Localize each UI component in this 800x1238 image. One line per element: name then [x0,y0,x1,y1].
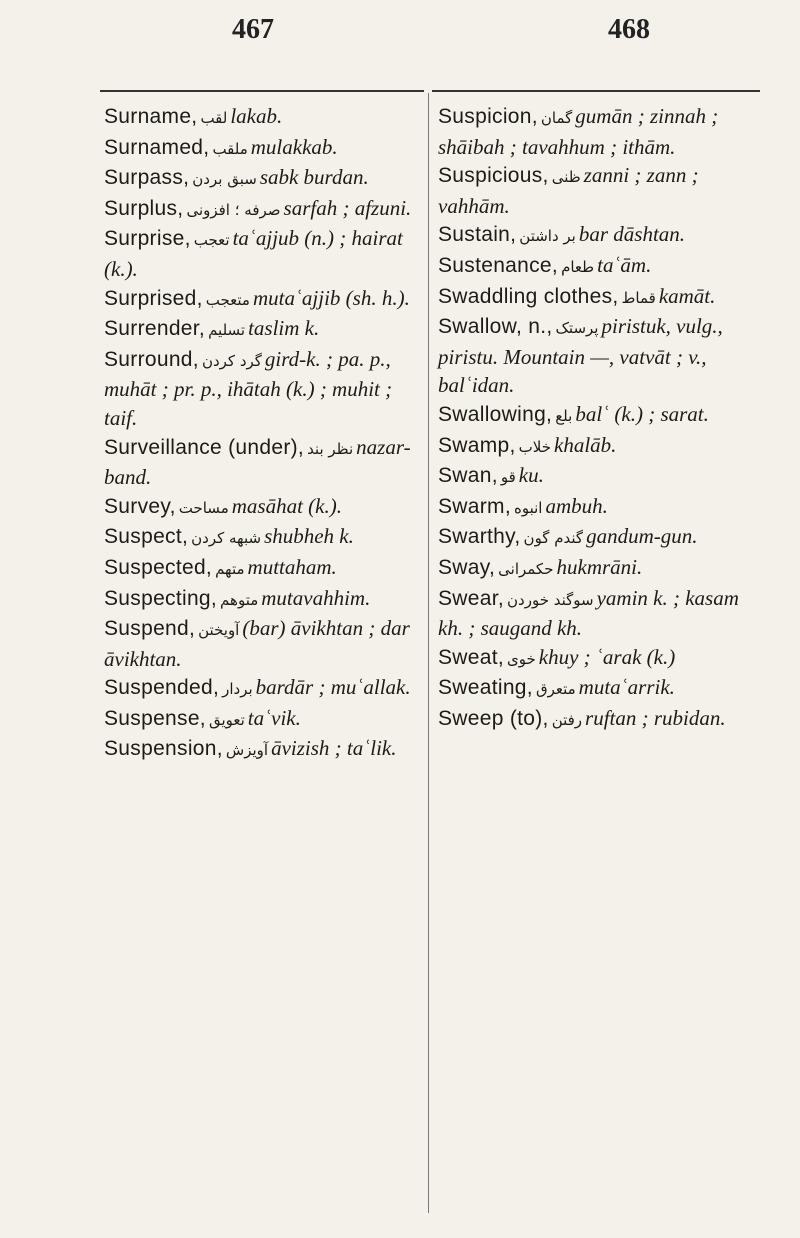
headword: Surpass, [104,166,190,190]
dictionary-entry [104,102,422,133]
transliteration: shubheh k. [264,524,354,549]
arabic-gloss: رفتن [551,710,583,729]
transliteration: taʿām. [597,252,652,277]
arabic-gloss: مساحت [178,498,229,517]
arabic-gloss: شبهه کردن [191,529,262,548]
left-column [104,102,422,765]
headword: Suspended, [104,676,220,700]
dictionary-entry [438,673,758,704]
transliteration: (bar) āvikhtan ; dar āvikhtan. [104,616,410,671]
headword: Suspension, [104,737,223,761]
headword: Swarm, [438,494,511,518]
dictionary-entry [104,522,422,553]
arabic-gloss: تسلیم [208,321,246,340]
transliteration: khalāb. [554,432,617,457]
arabic-gloss: لقب [200,109,228,127]
page-number-left: 467 [232,14,274,45]
dictionary-entry [104,553,422,584]
dictionary-entry [104,734,422,765]
headword: Suspecting, [104,586,218,610]
arabic-gloss: خلاب [518,437,552,456]
headword: Surveillance (under), [104,435,305,459]
headword: Swallowing, [438,402,553,426]
arabic-gloss: تعویق [208,710,245,729]
dictionary-entry [438,643,758,674]
transliteration: mutaʿarrik. [578,675,675,700]
page-number-right: 468 [608,14,650,45]
headword: Swarthy, [438,525,521,549]
transliteration: bar dāshtan. [578,222,686,247]
arabic-gloss: بلع [555,406,573,425]
transliteration: lakab. [230,104,283,128]
dictionary-entry [104,133,422,164]
transliteration: āvizish ; taʿlik. [271,736,397,761]
dictionary-entry [438,251,758,282]
transliteration: taʿajjub (n.) ; hairat (k.). [104,226,403,281]
dictionary-entry [104,673,422,704]
dictionary-entry [104,194,422,225]
dictionary-entry [438,102,758,161]
dictionary-entry [438,461,758,492]
headword: Surprise, [104,227,191,251]
headword: Suspected, [104,555,213,579]
transliteration: taslim k. [248,316,320,341]
dictionary-entry [104,284,422,315]
headword: Swaddling clothes, [438,284,619,308]
headword: Surrender, [104,317,206,341]
headword: Sweat, [438,645,504,669]
transliteration: masāhat (k.). [231,493,342,518]
arabic-gloss: گمان [540,109,573,127]
transliteration: gumān ; zinnah ; shāibah ; tavahhum ; ithām. [438,104,719,159]
arabic-gloss: خوی [507,649,536,668]
arabic-gloss: ظنی [551,168,581,187]
headword: Surplus, [104,196,184,220]
header-rule-right [432,90,760,92]
transliteration: ku. [518,463,544,488]
arabic-gloss: حکمرانی [498,559,554,578]
transliteration: mutaʿajjib (sh. h.). [252,285,410,310]
arabic-gloss: ملقب [212,139,248,158]
headword: Sustenance, [438,253,559,277]
headword: Suspicious, [438,164,549,188]
headword: Swear, [438,586,504,610]
arabic-gloss: آویزش [225,741,269,760]
headword: Suspicion, [438,105,538,128]
dictionary-entry [438,312,758,400]
transliteration: zanni ; zann ; vahhām. [438,163,699,218]
dictionary-entry [104,163,422,194]
dictionary-entry [104,704,422,735]
dictionary-entry [104,345,422,433]
headword: Sweating, [438,676,533,700]
headword: Sustain, [438,223,517,247]
arabic-gloss: بر داشتن [519,227,576,246]
headword: Surprised, [104,286,203,310]
transliteration: mulakkab. [250,134,338,159]
transliteration: muttaham. [247,554,337,579]
dictionary-entry [438,282,758,313]
arabic-gloss: طعام [561,257,595,276]
headword: Suspend, [104,617,196,641]
dictionary-entry [438,400,758,431]
headword: Suspense, [104,706,206,730]
headword: Swamp, [438,433,516,457]
headword: Sway, [438,555,496,579]
transliteration: sarfah ; afzuni. [283,195,412,220]
arabic-gloss: پرستک [555,319,599,338]
dictionary-entry [104,614,422,673]
transliteration: bardār ; muʿallak. [255,675,411,700]
headword: Survey, [104,494,176,518]
arabic-gloss: سبق بردن [192,170,257,189]
headword: Surname, [104,105,198,128]
dictionary-entry [438,161,758,220]
arabic-gloss: گرد کردن [201,351,262,370]
dictionary-entry [104,314,422,345]
dictionary-entry [438,220,758,251]
headword: Swallow, n., [438,315,553,339]
transliteration: hukmrāni. [556,554,643,579]
transliteration: taʿvik. [247,705,301,730]
dictionary-entry [438,492,758,523]
dictionary-entry [438,553,758,584]
right-column [438,102,758,734]
headword: Surnamed, [104,135,210,159]
arabic-gloss: تعجب [193,231,230,250]
transliteration: nazar-band. [104,434,411,490]
arabic-gloss: متوهم [220,590,259,609]
headword: Swan, [438,464,498,488]
arabic-gloss: نظر بند [307,439,354,458]
arabic-gloss: متعجب [205,290,250,309]
dictionary-entry [438,522,758,553]
transliteration: yamin k. ; kasam kh. ; saugand kh. [438,585,739,641]
transliteration: ambuh. [545,493,608,518]
dictionary-entry [104,492,422,523]
arabic-gloss: قو [500,468,516,487]
column-separator [428,93,429,1213]
arabic-gloss: بردار [222,680,253,699]
arabic-gloss: انبوه [513,498,543,517]
dictionary-entry [104,224,422,283]
transliteration: mutavahhim. [261,585,371,610]
dictionary-entry [438,431,758,462]
arabic-gloss: سوگند خوردن [507,590,594,609]
transliteration: kamāt. [658,283,716,308]
transliteration: sabk burdan. [259,165,369,190]
arabic-gloss: قماط [621,288,656,307]
arabic-gloss: آویختن [198,621,240,640]
headword: Surround, [104,347,199,371]
dictionary-entry [438,704,758,735]
transliteration: balʿ (k.) ; sarat. [575,401,709,426]
arabic-gloss: متهم [215,559,245,578]
transliteration: khuy ; ʿarak (k.) [538,644,676,669]
dictionary-entry [104,433,422,492]
arabic-gloss: گندم گون [523,529,584,548]
header-rule-left [100,90,424,92]
transliteration: piristuk, vulg., piristu. Mountain —, vatvāt ; v., balʿidan. [438,314,723,398]
headword: Sweep (to), [438,706,549,730]
transliteration: ruftan ; rubidan. [585,705,726,730]
arabic-gloss: صرفه ؛ افزونی [186,200,281,219]
dictionary-entry [104,584,422,615]
transliteration: gandum-gun. [586,524,698,549]
arabic-gloss: متعرق [535,680,576,699]
dictionary-entry [438,584,758,643]
transliteration: gird-k. ; pa. p., muhāt ; pr. p., ihātah (k.) ; muhit ; taif. [104,346,393,430]
headword: Suspect, [104,525,189,549]
